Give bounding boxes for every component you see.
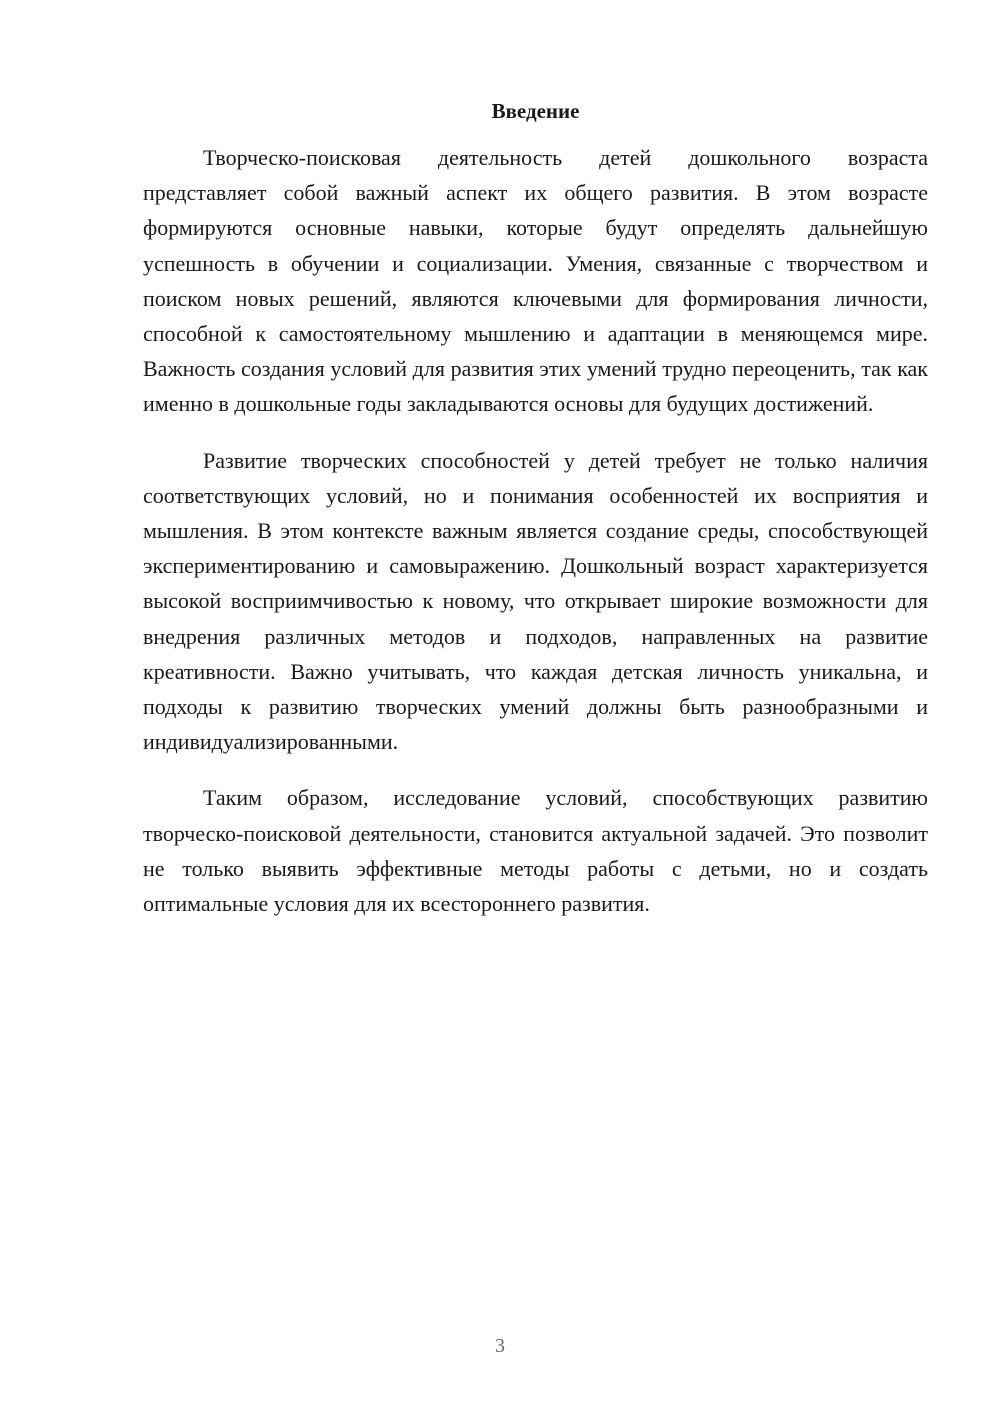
- paragraph-2: Развитие творческих способностей у детей требует не только наличия соответствующих условий, но и понимания особенностей их восприятия и мышления. В этом контексте важным является создание среды, способствующей экспериментированию и самовыражению. Дошкольный возраст характеризуется высокой восприимчивостью к новому, что открывает широкие возможности для внедрения различных методов и подходов, направленных на развитие креативности. Важно учитывать, что каждая детская личность уникальна, и подходы к развитию творческих умений должны быть разнообразными и индивидуализированными.: [143, 447, 928, 755]
- paragraph-3: Таким образом, исследование условий, способствующих развитию творческо-поисковой деятельности, становится актуальной задачей. Это позволит не только выявить эффективные методы работы с детьми, но и создать оптимальные условия для их всестороннего развития.: [143, 785, 928, 917]
- page-content: [143, 96, 928, 921]
- page-number: 3: [495, 1335, 505, 1357]
- section-title: Введение: [491, 99, 580, 123]
- paragraph-1: Творческо-поисковая деятельность детей дошкольного возраста представляет собой важный аспект их общего развития. В этом возрасте формируются основные навыки, которые будут определять дальнейшую успешность в обучении и социализации. Умения, связанные с творчеством и поиском новых решений, являются ключевыми для формирования личности, способной к самостоятельному мышлению и адаптации в меняющемся мире. Важность создания условий для развития этих умений трудно переоценить, так как именно в дошкольные годы закладываются основы для будущих достижений.: [143, 145, 928, 417]
